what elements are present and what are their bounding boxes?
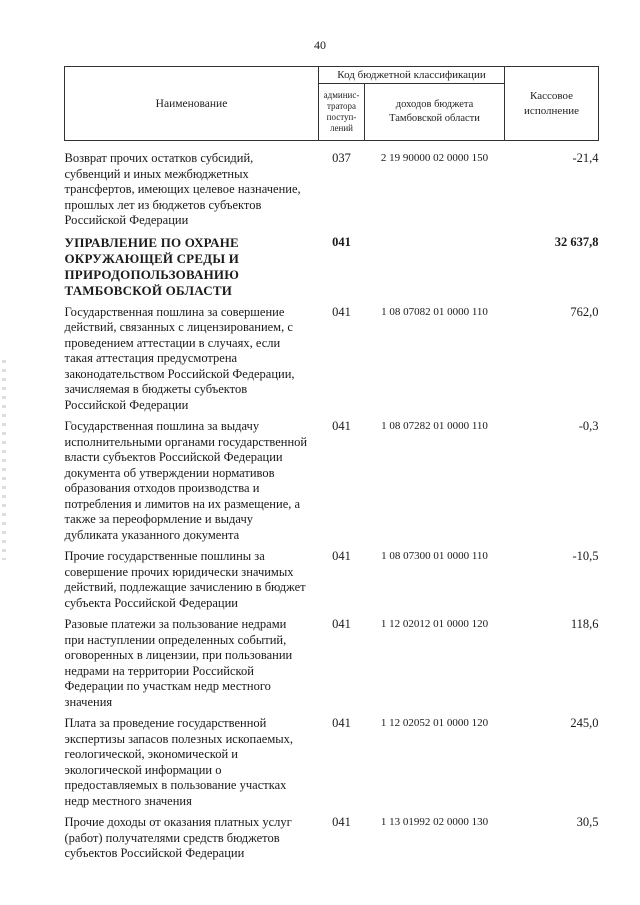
row-income-code: 1 08 07282 01 0000 110 <box>381 420 488 432</box>
row-name: Плата за проведение государственной экспертизы запасов полезных ископаемых, геологической, экономической и экологической информации о предоставляемых в пользование участках недр местного значения <box>64 716 294 808</box>
header-admin: админис- тратора поступ- лений <box>319 84 365 141</box>
header-execution: Кассовое исполнение <box>505 67 599 141</box>
row-admin-code: 041 <box>332 617 351 631</box>
row-admin-code: 041 <box>332 716 351 730</box>
row-name: Государственная пошлина за совершение действий, связанных с лицензированием, с проведением аттестации в случаях, если такая аттестация предусмотрена законодательством Российской Федерации, зачисляемая в бюджеты субъектов Российской Федерации <box>64 304 295 412</box>
header-income: доходов бюджета Тамбовской области <box>365 84 505 141</box>
row-amount: 762,0 <box>570 304 599 319</box>
row-income-code: 2 19 90000 02 0000 150 <box>380 152 489 164</box>
row-amount: -10,5 <box>572 549 599 563</box>
row-amount: -21,4 <box>572 151 599 165</box>
row-name: Разовые платежи за пользование недрами при наступлении определенных событий, оговоренных в лицензии, при пользовании недрами на территории Российской Федерации по участкам недр местного значения <box>64 617 293 709</box>
department-total: 32 637,8 <box>554 234 599 249</box>
row-income-code <box>365 235 505 305</box>
budget-table <box>64 66 599 868</box>
table-row <box>65 305 599 420</box>
department-row <box>65 235 599 305</box>
row-name: Прочие доходы от оказания платных услуг (работ) получателями средств бюджетов субъектов Российской Федерации <box>64 815 292 860</box>
row-name: Государственная пошлина за выдачу исполнительными органами государственной власти субъектов Российской Федерации документа об утверждении нормативов образования отходов производства и потребления и лимитов на их размещение, а также за переоформление и выдачу дубликата указанного документа <box>64 419 308 542</box>
row-income-code: 1 08 07082 01 0000 110 <box>381 305 488 318</box>
row-admin-code: 041 <box>332 815 351 829</box>
row-amount: 118,6 <box>570 617 599 631</box>
row-admin-code: 041 <box>332 549 351 563</box>
scan-edge-mark <box>2 360 6 560</box>
table-row <box>65 419 599 549</box>
row-name: Прочие государственные пошлины за совершение прочих юридически значимых действий, подлежащие зачислению в бюджет субъекта Российской Федерации <box>64 549 306 610</box>
row-income-code: 1 08 07300 01 0000 110 <box>381 550 488 562</box>
row-admin-code: 037 <box>332 151 351 165</box>
header-name: Наименование <box>65 67 319 141</box>
table-row <box>65 549 599 617</box>
row-amount: 30,5 <box>576 815 599 829</box>
row-amount: 245,0 <box>570 716 599 730</box>
row-income-code: 1 12 02012 01 0000 120 <box>380 618 489 630</box>
page-number: 40 <box>314 38 326 52</box>
row-income-code: 1 13 01992 02 0000 130 <box>380 816 489 828</box>
row-income-code: 1 12 02052 01 0000 120 <box>380 717 489 729</box>
department-name: УПРАВЛЕНИЕ ПО ОХРАНЕ ОКРУЖАЮЩЕЙ СРЕДЫ И ПРИРОДОПОЛЬЗОВАНИЮ ТАМБОВСКОЙ ОБЛАСТИ <box>64 234 240 298</box>
row-admin-code: 041 <box>332 419 351 433</box>
table-row <box>65 617 599 716</box>
row-admin-code: 041 <box>332 304 351 319</box>
row-admin-code: 041 <box>332 234 351 249</box>
row-amount: -0,3 <box>578 419 599 433</box>
table-row <box>65 141 599 235</box>
table-row <box>65 815 599 868</box>
table-row <box>65 716 599 815</box>
row-name: Возврат прочих остатков субсидий, субвенций и иных межбюджетных трансфертов, имеющих целевое назначение, прошлых лет из бюджетов субъектов Российской Федерации <box>64 151 301 227</box>
header-budget-code: Код бюджетной классификации <box>319 67 505 84</box>
